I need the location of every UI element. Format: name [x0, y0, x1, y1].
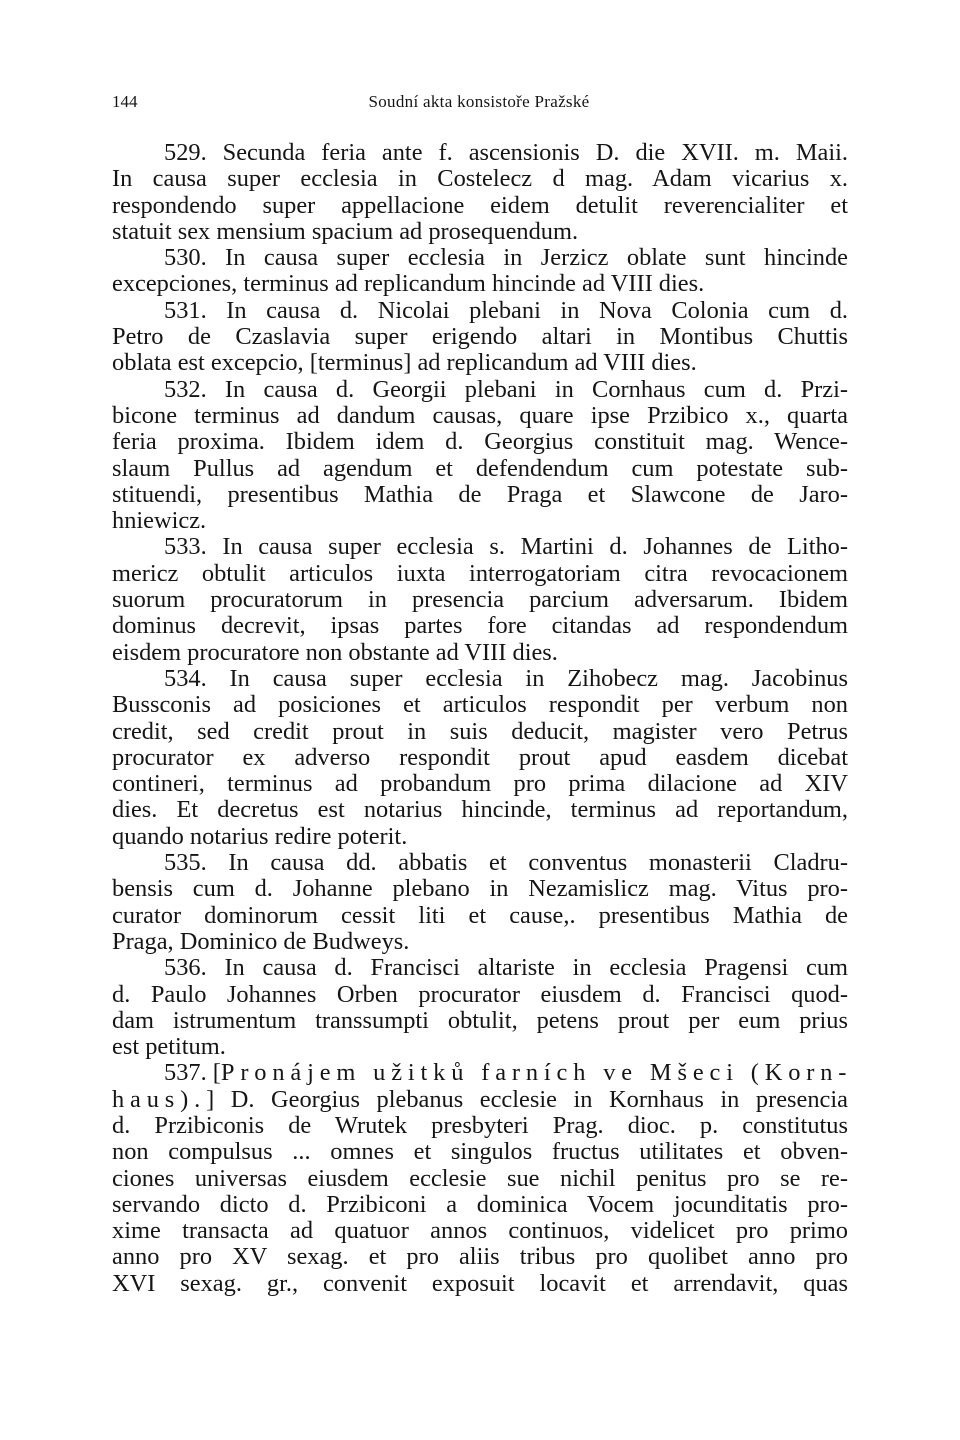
text-line: d. Paulo Johannes Orben procurator eiusdem d. Francisci quod-	[112, 980, 848, 1008]
header-title: Soudní akta konsistoře Pražské	[368, 92, 590, 111]
text-line: contineri, terminus ad probandum pro prima dilacione ad XIV	[112, 770, 848, 798]
text-line: suorum procuratorum in presencia parcium adversarum. Ibidem	[112, 586, 848, 614]
text-line: bicone terminus ad dandum causas, quare ipse Przibico x., quarta	[112, 401, 848, 429]
text-line: 535. In causa dd. abbatis et conventus monasterii Cladru-	[164, 849, 848, 877]
text-line: dam istrumentum transsumpti obtulit, petens prout per eum prius	[112, 1006, 848, 1034]
text-line: 531. In causa d. Nicolai plebani in Nova Colonia cum d.	[164, 296, 848, 324]
text-line: credit, sed credit prout in suis deducit, magister vero Petrus	[112, 717, 848, 745]
text-line: eisdem procuratore non obstante ad VIII dies.	[112, 638, 558, 666]
text-line: bensis cum d. Johanne plebano in Nezamislicz mag. Vitus pro-	[112, 875, 848, 903]
text-line: Praga, Dominico de Budweys.	[112, 927, 410, 955]
page-number: 144	[112, 92, 138, 111]
text-line: quando notarius redire poterit.	[112, 822, 408, 850]
running-head	[112, 90, 846, 114]
text-line: servando dicto d. Przibiconi a dominica Vocem jocunditatis pro-	[112, 1190, 848, 1218]
spaced-heading-text: haus).	[112, 1085, 207, 1113]
text-fragment: 537. [	[164, 1059, 221, 1087]
text-line: 536. In causa d. Francisci altariste in ecclesia Pragensi cum	[164, 954, 848, 982]
text-line: dies. Et decretus est notarius hincinde, terminus ad reportandum,	[112, 796, 848, 824]
text-line: excepciones, terminus ad replicandum hincinde ad VIII dies.	[112, 270, 705, 298]
text-line: respondendo super appellacione eidem detulit reverencialiter et	[112, 191, 848, 219]
text-line: 532. In causa d. Georgii plebani in Cornhaus cum d. Przi-	[164, 375, 848, 403]
text-line: 533. In causa super ecclesia s. Martini d. Johannes de Litho-	[164, 533, 848, 561]
text-line: est petitum.	[112, 1033, 226, 1061]
text-fragment: ] D. Georgius plebanus ecclesie in Kornhaus in presencia	[206, 1085, 848, 1113]
text-line: In causa super ecclesia in Costelecz d mag. Adam vicarius x.	[112, 165, 848, 193]
text-line: curator dominorum cessit liti et cause,. presentibus Mathia de	[112, 901, 848, 929]
text-line: d. Przibiconis de Wrutek presbyteri Prag. dioc. p. constitutus	[112, 1111, 848, 1139]
text-line: dominus decrevit, ipsas partes fore citandas ad respondendum	[112, 612, 848, 640]
text-line: 530. In causa super ecclesia in Jerzicz oblate sunt hincinde	[164, 244, 848, 272]
text-line: hniewicz.	[112, 507, 207, 535]
text-line-heading	[112, 1059, 853, 1087]
spaced-heading-text: Pronájem užitků farních ve Mšeci (Korn-	[220, 1059, 853, 1087]
text-line: oblata est excepcio, [terminus] ad replicandum ad VIII dies.	[112, 349, 697, 377]
text-line: Petro de Czaslavia super erigendo altari in Montibus Chuttis	[112, 323, 848, 351]
text-line: Bussconis ad posiciones et articulos respondit per verbum non	[112, 691, 848, 719]
text-line: statuit sex mensium spacium ad prosequendum.	[112, 217, 579, 245]
text-line: slaum Pullus ad agendum et defendendum cum potestate sub-	[112, 454, 848, 482]
text-line: anno pro XV sexag. et pro aliis tribus pro quolibet anno pro	[112, 1243, 848, 1271]
body-text	[112, 139, 853, 1297]
text-line: feria proxima. Ibidem idem d. Georgius constituit mag. Wence-	[112, 428, 848, 456]
text-line: ciones universas eiusdem ecclesie sue nichil penitus pro se re-	[112, 1164, 848, 1192]
text-line: XVI sexag. gr., convenit exposuit locavit et arrendavit, quas	[112, 1269, 848, 1297]
text-line: mericz obtulit articulos iuxta interrogatoriam citra revocacionem	[112, 559, 848, 587]
text-line: 529. Secunda feria ante f. ascensionis D. die XVII. m. Maii.	[164, 139, 848, 166]
text-line: xime transacta ad quatuor annos continuos, videlicet pro primo	[112, 1217, 848, 1245]
text-line: 534. In causa super ecclesia in Zihobecz mag. Jacobinus	[164, 664, 848, 692]
text-line: non compulsus ... omnes et singulos fructus utilitates et obven-	[112, 1138, 848, 1166]
text-line: stituendi, presentibus Mathia de Praga et Slawcone de Jaro-	[112, 480, 848, 508]
text-line: procurator ex adverso respondit prout apud easdem dicebat	[112, 743, 848, 771]
text-line-heading	[112, 1087, 848, 1113]
